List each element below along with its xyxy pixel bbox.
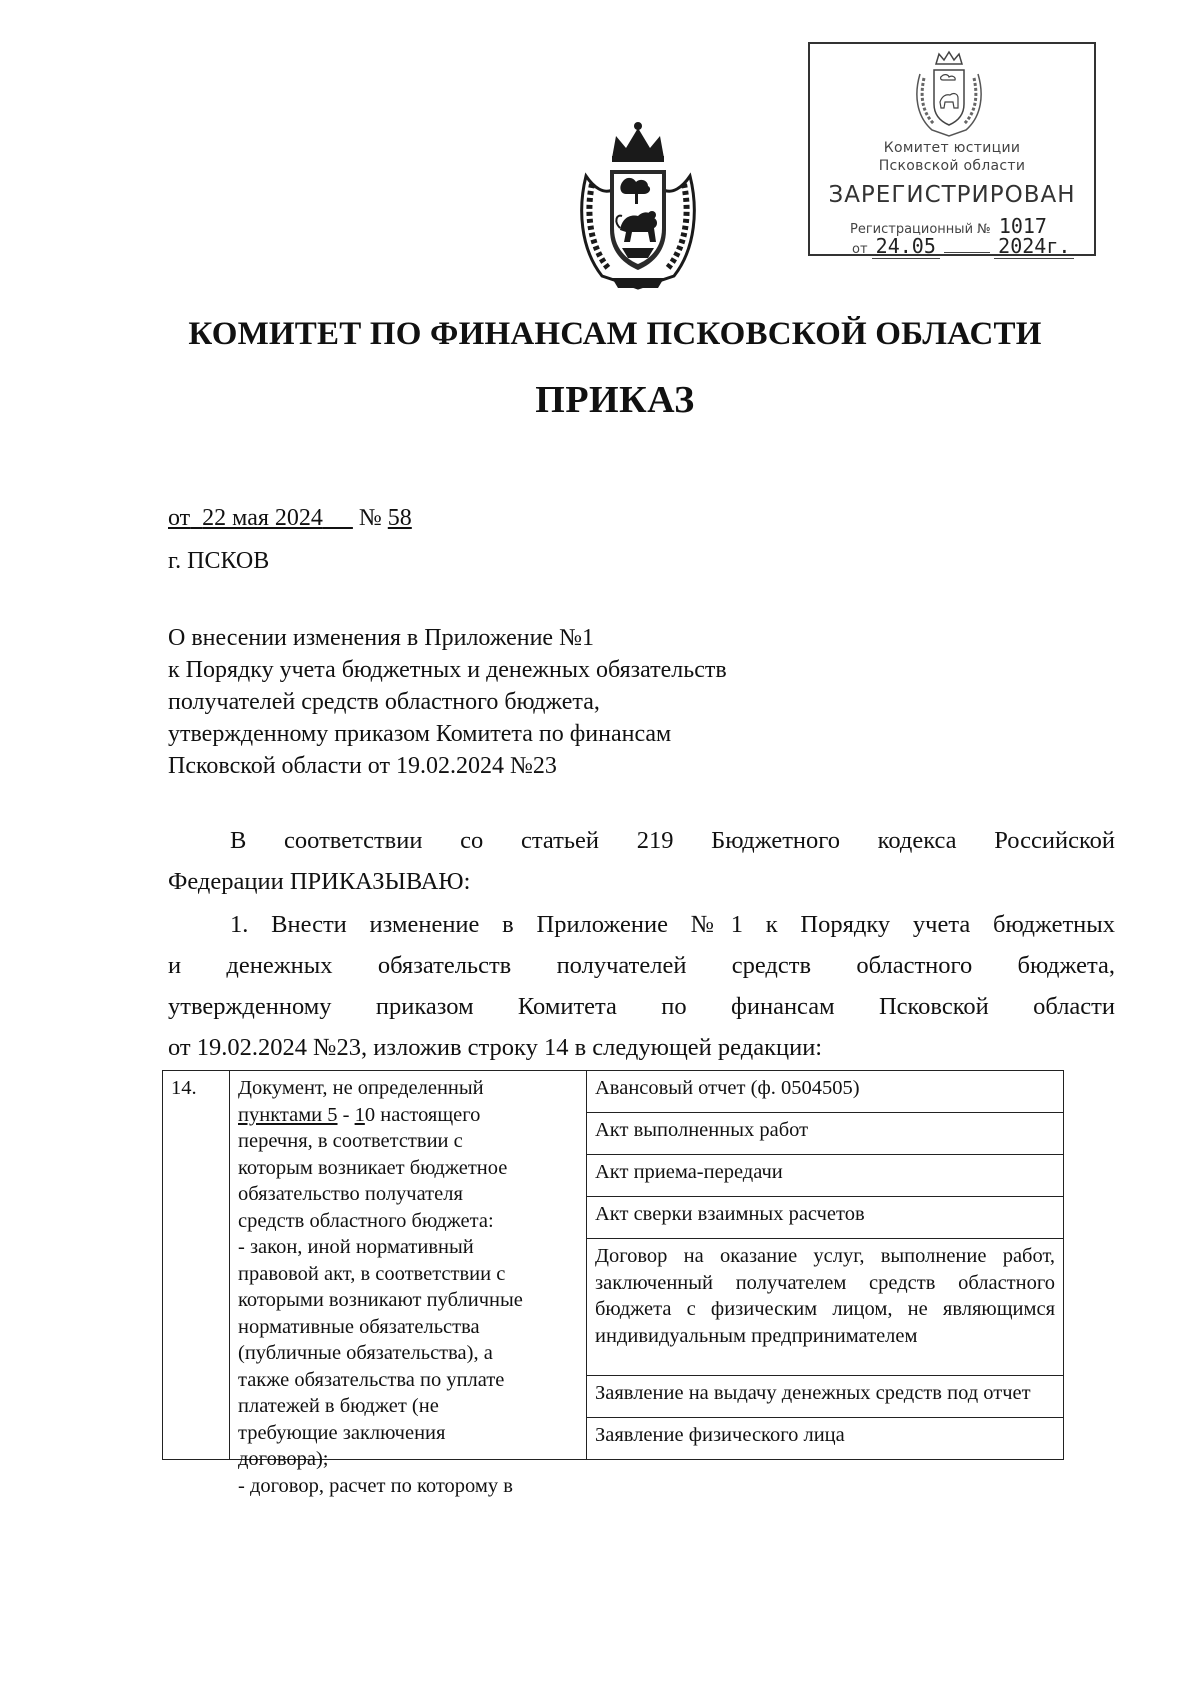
stamp-registration-label: Регистрационный № xyxy=(850,222,991,237)
number-sign: № xyxy=(358,505,382,531)
subject-line: утвержденному приказом Комитета по финансам xyxy=(168,721,672,747)
description-line: пунктами 5 - 10 настоящего xyxy=(238,1103,481,1126)
description-line: нормативные обязательства xyxy=(238,1315,480,1338)
document-cell: Авансовый отчет (ф. 0504505) xyxy=(587,1071,1064,1113)
organization-title: КОМИТЕТ ПО ФИНАНСАМ ПСКОВСКОЙ ОБЛАСТИ xyxy=(188,316,1042,352)
description-line: Документ, не определенный xyxy=(238,1077,484,1099)
document-list-table xyxy=(162,1070,1064,1497)
stamp-status: ЗАРЕГИСТРИРОВАН xyxy=(828,182,1076,208)
order-item-1 xyxy=(168,904,1115,1068)
description-line: перечня, в соответствии с xyxy=(238,1130,463,1152)
document-date: 22 мая 2024 xyxy=(202,505,323,531)
subject-line: к Порядку учета бюджетных и денежных обязательств xyxy=(168,657,727,683)
order-item-line: утвержденному приказом Комитета по финансам Псковской области xyxy=(168,993,1115,1020)
stamp-date-day-month: 24.05 xyxy=(872,234,940,259)
order-item-line: и денежных обязательств получателей средств областного бюджета, xyxy=(168,952,1115,979)
document-city: г. ПСКОВ xyxy=(168,548,270,574)
description-line: правовой акт, в соответствии с xyxy=(238,1262,506,1285)
stamp-coat-of-arms-icon xyxy=(910,50,988,138)
description-line: - договор, расчет по которому в xyxy=(238,1474,513,1497)
document-cell: Договор на оказание услуг, выполнение работ, заключенный получателем средств областного бюджета с физическим лицом, не являющимся индивидуальным предпринимателем xyxy=(587,1239,1064,1375)
row-description-cell xyxy=(230,1071,587,1497)
description-line: обязательство получателя xyxy=(238,1183,463,1205)
document-cell: Акт выполненных работ xyxy=(587,1113,1064,1155)
document-cell: Заявление на выдачу денежных средств под отчет xyxy=(587,1375,1064,1417)
stamp-date-prefix: от xyxy=(852,242,868,257)
description-line: платежей в бюджет (не xyxy=(238,1395,439,1417)
table-row xyxy=(163,1071,1064,1113)
description-line: (публичные обязательства), а xyxy=(238,1342,493,1364)
row-number-cell: 14. xyxy=(163,1071,230,1460)
document-cell: Заявление физического лица xyxy=(587,1417,1064,1459)
document-cell: Акт сверки взаимных расчетов xyxy=(587,1197,1064,1239)
description-line: договора); xyxy=(238,1448,329,1470)
preamble-line: В соответствии со статьей 219 Бюджетного кодекса Российской xyxy=(230,827,1115,854)
stamp-registration-date xyxy=(852,234,1074,258)
registration-stamp xyxy=(808,42,1096,256)
description-line: требующие заключения xyxy=(238,1421,446,1444)
description-line: - закон, иной нормативный xyxy=(238,1236,474,1258)
stamp-organization-line1: Комитет юстиции xyxy=(883,140,1021,156)
document-date-number xyxy=(168,505,412,532)
subject-line: получателей средств областного бюджета, xyxy=(168,689,600,715)
document-type-title: ПРИКАЗ xyxy=(535,379,695,421)
description-line: которыми возникают публичные xyxy=(238,1289,523,1311)
preamble-paragraph xyxy=(168,820,1115,902)
order-item-line: от 19.02.2024 №23, изложив строку 14 в следующей редакции: xyxy=(168,1034,823,1061)
description-line: которым возникает бюджетное xyxy=(238,1156,508,1179)
stamp-registration-value: 1017 xyxy=(998,214,1047,238)
stamp-date-year: 2024г. xyxy=(994,234,1074,259)
document-subject xyxy=(168,622,727,782)
document-cell: Акт приема-передачи xyxy=(587,1155,1064,1197)
order-item-line: 1. Внести изменение в Приложение №1 к Порядку учета бюджетных xyxy=(230,911,1115,938)
description-link: пунктами 5 xyxy=(238,1103,338,1126)
description-link: 1 xyxy=(354,1103,365,1126)
subject-line: Псковской области от 19.02.2024 №23 xyxy=(168,753,557,779)
stamp-organization-line2: Псковской области xyxy=(878,158,1026,174)
date-prefix: от xyxy=(168,505,191,531)
description-line: средств областного бюджета: xyxy=(238,1209,494,1232)
preamble-line: Федерации ПРИКАЗЫВАЮ: xyxy=(168,868,471,895)
description-line: также обязательства по уплате xyxy=(238,1368,505,1391)
subject-line: О внесении изменения в Приложение №1 xyxy=(168,625,594,651)
pskov-coat-of-arms-icon xyxy=(572,118,704,294)
document-number: 58 xyxy=(387,505,412,531)
